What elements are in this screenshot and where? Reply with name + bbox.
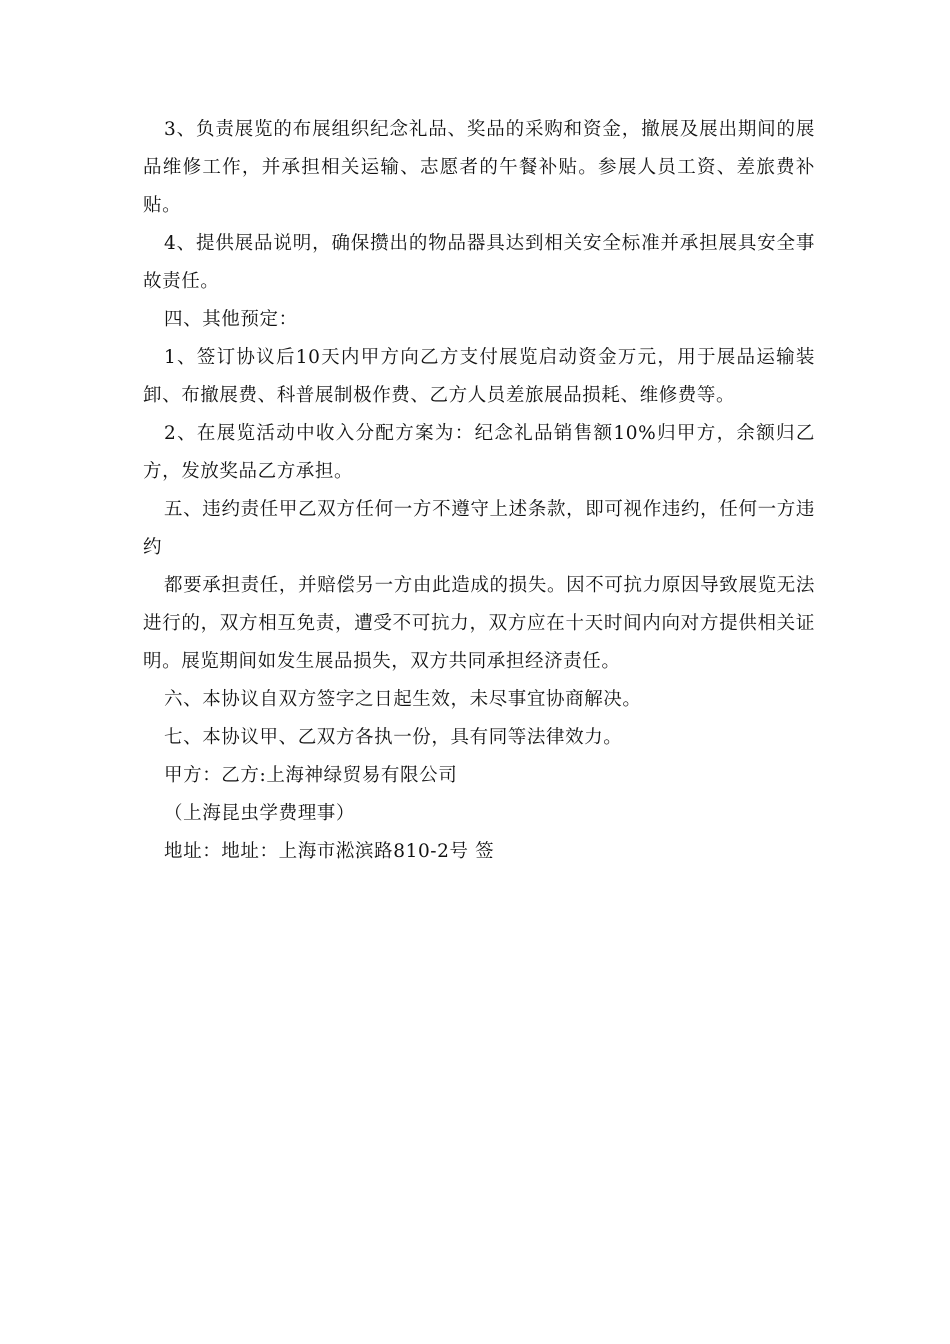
party-a-note: （上海昆虫学费理事） — [164, 803, 356, 824]
paragraph-clause-6: 六、本协议自双方签字之日起生效，未尽事宜协商解决。 — [164, 689, 642, 710]
paragraph-clause-7: 七、本协议甲、乙双方各执一份，具有同等法律效力。 — [164, 727, 623, 748]
address-line: 地址：地址：上海市淞滨路810-2号 签 — [164, 841, 495, 862]
paragraph-clause-4: 4、提供展品说明，确保攒出的物品器具达到相关安全标准并承担展具安全事故责任。 — [143, 233, 815, 292]
paragraph-clause-3: 3、负责展览的布展组织纪念礼品、奖品的采购和资金，撤展及展出期间的展品维修工作，并承担相关运输、志愿者的午餐补贴。参展人员工资、差旅费补贴。 — [143, 119, 815, 216]
paragraph-other-1: 1、签订协议后10天内甲方向乙方支付展览启动资金万元，用于展品运输装卸、布撤展费、科普展制极作费、乙方人员差旅展品损耗、维修费等。 — [143, 347, 815, 406]
paragraph-other-2: 2、在展览活动中收入分配方案为：纪念礼品销售额10%归甲方，余额归乙方，发放奖品乙方承担。 — [143, 423, 815, 482]
paragraph-breach-body: 都要承担责任，并赔偿另一方由此造成的损失。因不可抗力原因导致展览无法进行的，双方相互免责，遭受不可抗力，双方应在十天时间内向对方提供相关证明。展览期间如发生展品损失，双方共同承担经济责任。 — [143, 575, 815, 672]
document-body — [143, 111, 815, 871]
party-line: 甲方：乙方:上海神绿贸易有限公司 — [164, 765, 458, 786]
section-heading-other: 四、其他预定： — [164, 309, 298, 330]
paragraph-breach-heading: 五、违约责任甲乙双方任何一方不遵守上述条款，即可视作违约，任何一方违约 — [143, 499, 815, 558]
